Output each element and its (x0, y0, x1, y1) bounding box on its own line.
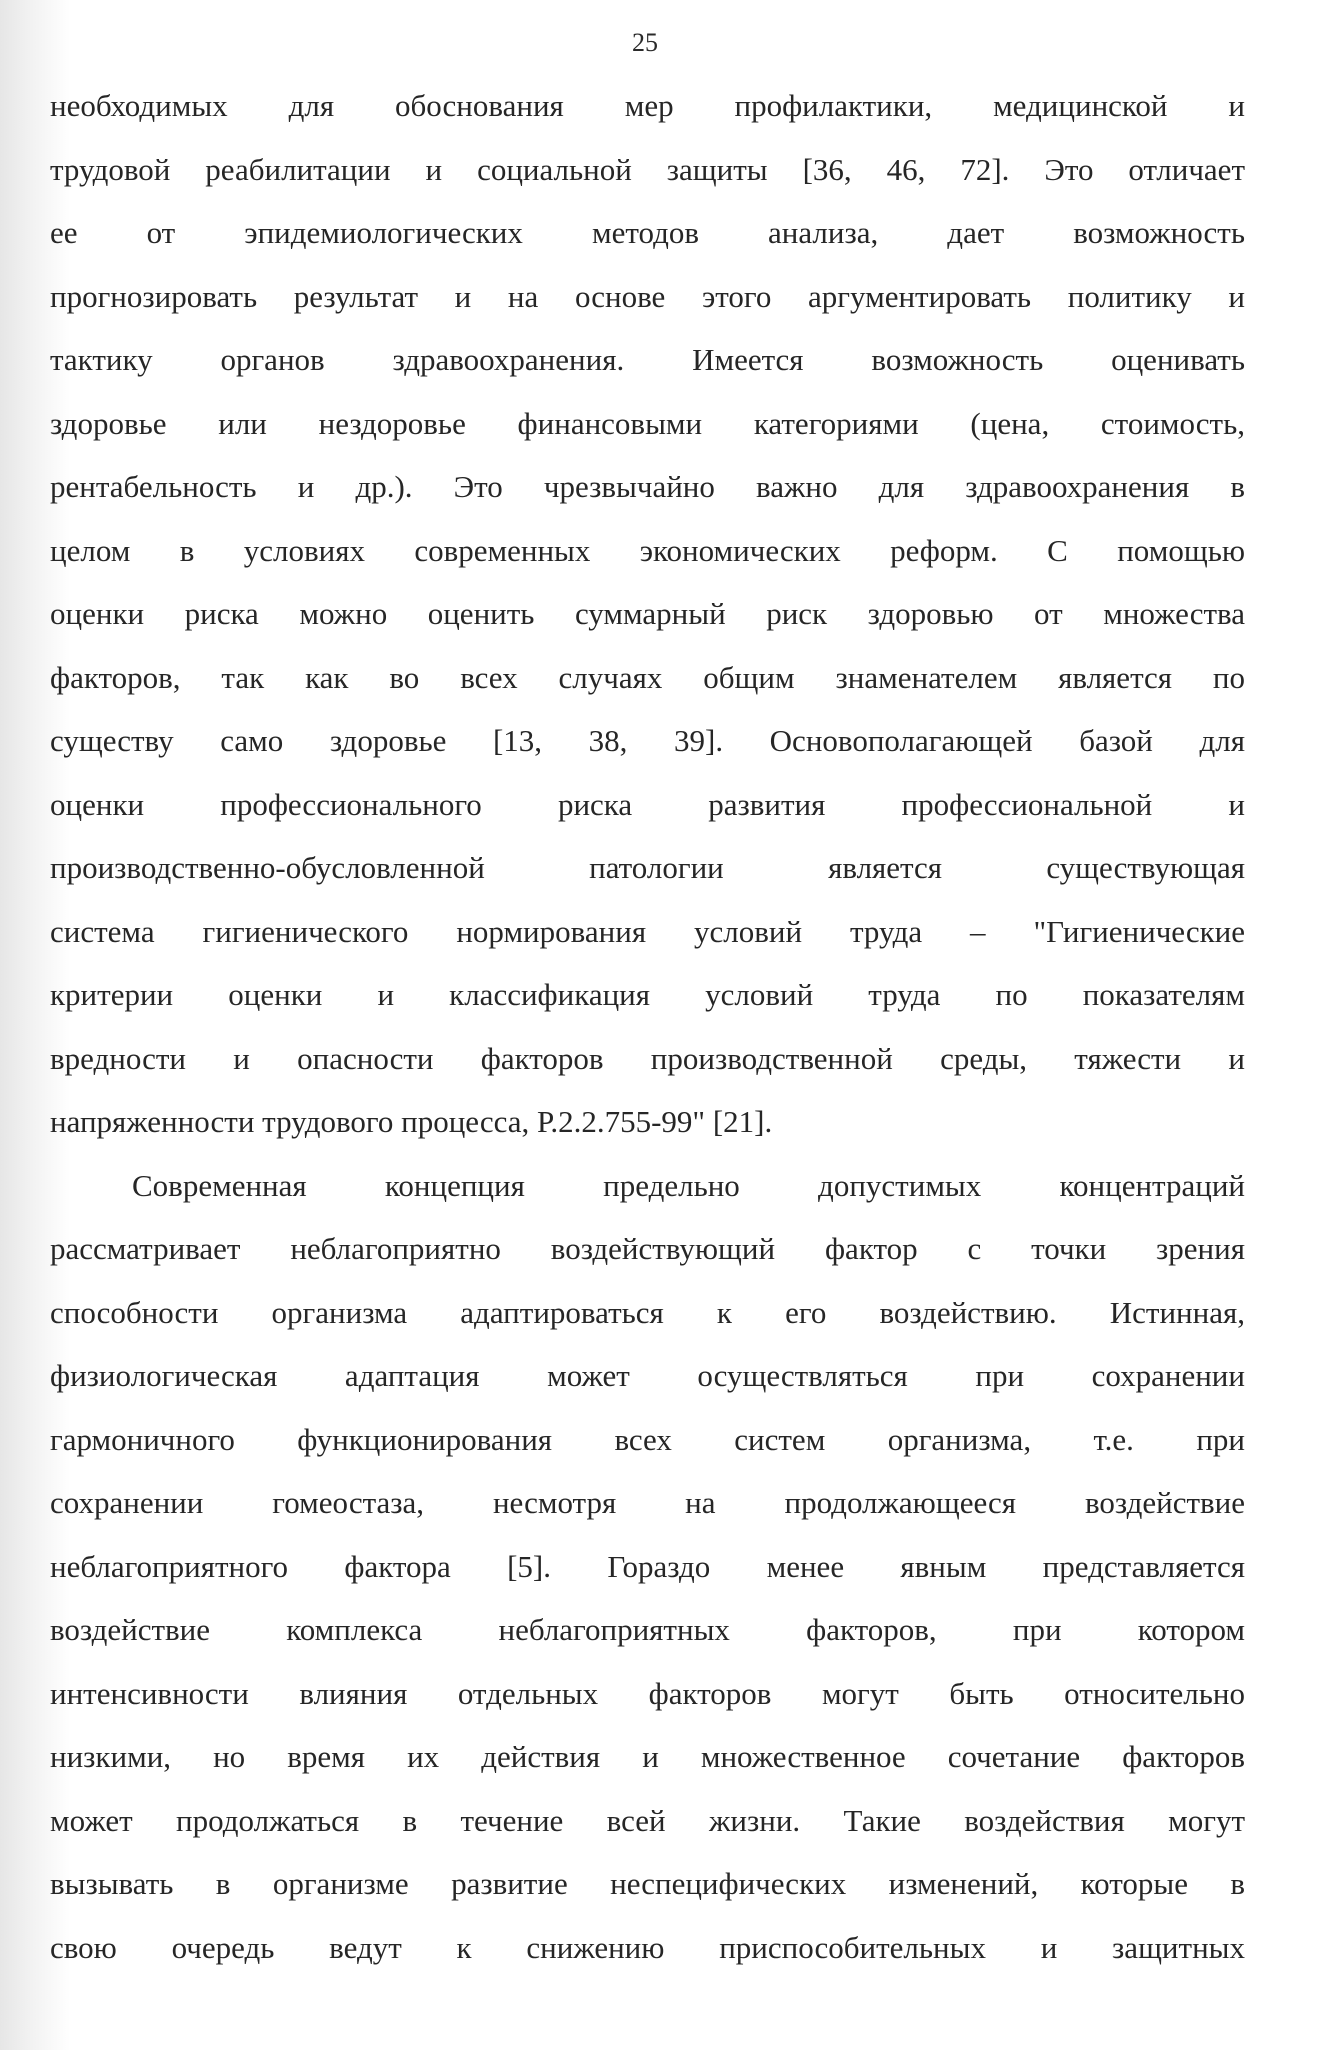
text-line: низкими, но время их действия и множественное сочетание факторов (50, 1739, 1245, 1774)
text-line: оценки профессионального риска развития профессиональной и (50, 786, 1245, 822)
text-line: существу само здоровье [13, 38, 39]. Основополагающей базой для (50, 723, 1245, 758)
text-line: оценки риска можно оценить суммарный риск здоровью от множества (50, 596, 1245, 631)
text-line: производственно-обусловленной патологии является существующая (50, 850, 1245, 885)
text-line: интенсивности влияния отдельных факторов могут быть относительно (50, 1675, 1245, 1711)
text-line: сохранении гомеостаза, несмотря на продолжающееся воздействие (50, 1485, 1245, 1520)
text-line: система гигиенического нормирования условий труда – "Гигиенические (50, 913, 1245, 949)
text-line: физиологическая адаптация может осуществляться при сохранении (50, 1358, 1245, 1393)
text-line: вызывать в организме развитие неспецифических изменений, которые в (50, 1866, 1245, 1901)
text-line: критерии оценки и классификация условий труда по показателям (50, 977, 1245, 1012)
text-line: рентабельность и др.). Это чрезвычайно важно для здравоохранения в (50, 469, 1245, 504)
text-line: может продолжаться в течение всей жизни. Такие воздействия могут (50, 1802, 1245, 1838)
text-line: необходимых для обоснования мер профилактики, медицинской и (50, 88, 1245, 123)
text-line: трудовой реабилитации и социальной защиты [36, 46, 72]. Это отличает (50, 151, 1245, 187)
text-line: напряженности трудового процесса, Р.2.2.755-99" [21]. (50, 1104, 773, 1139)
text-line: здоровье или нездоровье финансовыми категориями (цена, стоимость, (50, 405, 1245, 441)
text-line: факторов, так как во всех случаях общим знаменателем является по (50, 659, 1245, 695)
text-line: гармоничного функционирования всех систем организма, т.е. при (50, 1421, 1245, 1457)
text-line: Современная концепция предельно допустимых концентраций (132, 1167, 1245, 1203)
page-number: 25 (632, 28, 658, 57)
text-line: ее от эпидемиологических методов анализа, дает возможность (50, 215, 1245, 250)
body-text (50, 82, 1245, 1987)
text-line: воздействие комплекса неблагоприятных факторов, при котором (50, 1612, 1245, 1647)
text-line: прогнозировать результат и на основе этого аргументировать политику и (50, 278, 1245, 314)
text-line: свою очередь ведут к снижению приспособительных и защитных (50, 1929, 1245, 1965)
text-line: тактику органов здравоохранения. Имеется возможность оценивать (50, 342, 1245, 377)
text-line: целом в условиях современных экономических реформ. С помощью (50, 532, 1245, 568)
text-line: способности организма адаптироваться к его воздействию. Истинная, (50, 1294, 1245, 1330)
text-line: рассматривает неблагоприятно воздействующий фактор с точки зрения (50, 1231, 1245, 1266)
text-line: неблагоприятного фактора [5]. Гораздо менее явным представляется (50, 1548, 1245, 1584)
text-line: вредности и опасности факторов производственной среды, тяжести и (50, 1040, 1245, 1076)
